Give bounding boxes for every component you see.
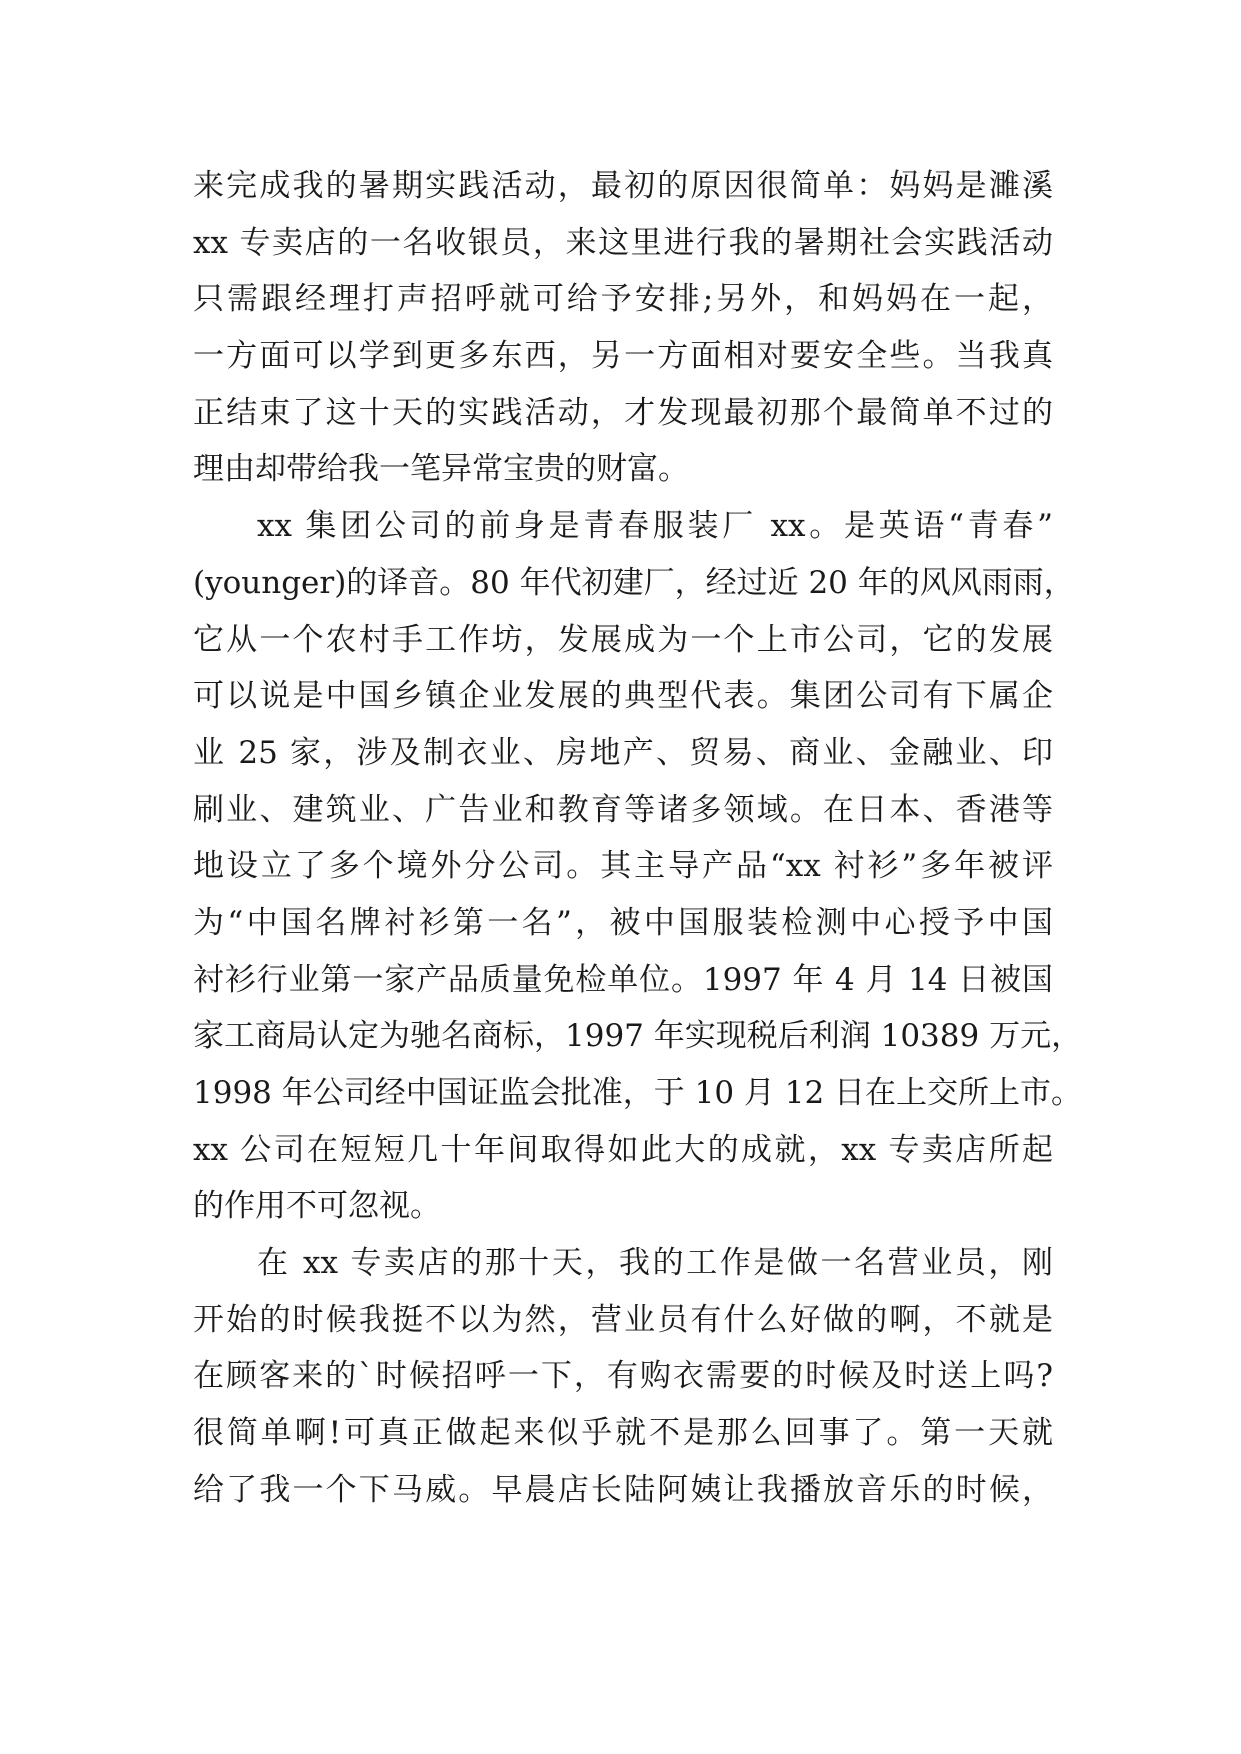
paragraph-2-line-8: 为“中国名牌衬衫第一名”，被中国服装检测中心授予中国 bbox=[193, 904, 1053, 941]
paragraph-3-line-4: 很简单啊!可真正做起来似乎就不是那么回事了。第一天就 bbox=[193, 1415, 1053, 1452]
paragraph-1-line-3: 只需跟经理打声招呼就可给予安排;另外，和妈妈在一起， bbox=[193, 281, 1053, 318]
paragraph-2-line-10: 家工商局认定为驰名商标，1997 年实现税后利润 10389 万元， bbox=[193, 1018, 1083, 1055]
paragraph-3-line-1: 在 xx 专卖店的那十天，我的工作是做一名营业员，刚 bbox=[257, 1245, 1053, 1282]
paragraph-3-line-5: 给了我一个下马威。早晨店长陆阿姨让我播放音乐的时候， bbox=[193, 1471, 1053, 1508]
paragraph-2-line-2: (younger)的译音。80 年代初建厂，经过近 20 年的风风雨雨， bbox=[193, 564, 1075, 601]
paragraph-2-line-4: 可以说是中国乡镇企业发展的典型代表。集团公司有下属企 bbox=[193, 678, 1053, 715]
paragraph-2-line-6: 刷业、建筑业、广告业和教育等诸多领域。在日本、香港等 bbox=[193, 791, 1053, 828]
paragraph-1-line-2: xx 专卖店的一名收银员，来这里进行我的暑期社会实践活动 bbox=[193, 224, 1053, 261]
paragraph-2-line-9: 衬衫行业第一家产品质量免检单位。1997 年 4 月 14 日被国 bbox=[193, 961, 1053, 998]
paragraph-2-line-7: 地设立了多个境外分公司。其主导产品“xx 衬衫”多年被评 bbox=[193, 848, 1053, 885]
paragraph-2-line-3: 它从一个农村手工作坊，发展成为一个上市公司，它的发展 bbox=[193, 621, 1053, 658]
paragraph-1-line-4: 一方面可以学到更多东西，另一方面相对要安全些。当我真 bbox=[193, 338, 1053, 375]
paragraph-1-line-1: 来完成我的暑期实践活动，最初的原因很简单：妈妈是濉溪 bbox=[193, 168, 1053, 204]
paragraph-3-line-2: 开始的时候我挺不以为然，营业员有什么好做的啊，不就是 bbox=[193, 1301, 1053, 1338]
paragraph-3-line-3: 在顾客来的`时候招呼一下，有购衣需要的时候及时送上吗? bbox=[193, 1358, 1053, 1395]
paragraph-1-line-6: 理由却带给我一笔异常宝贵的财富。 bbox=[193, 451, 689, 488]
body-text bbox=[193, 158, 1083, 1519]
paragraph-1-line-5: 正结束了这十天的实践活动，才发现最初那个最简单不过的 bbox=[193, 394, 1053, 431]
paragraph-2-line-12: xx 公司在短短几十年间取得如此大的成就，xx 专卖店所起 bbox=[193, 1131, 1053, 1168]
paragraph-2-line-13: 的作用不可忽视。 bbox=[193, 1188, 441, 1225]
paragraph-2-line-1: xx 集团公司的前身是青春服装厂 xx。是英语“青春” bbox=[257, 508, 1053, 545]
paragraph-2-line-5: 业 25 家，涉及制衣业、房地产、贸易、商业、金融业、印 bbox=[193, 734, 1053, 771]
paragraph-2-line-11: 1998 年公司经中国证监会批准，于 10 月 12 日在上交所上市。 bbox=[193, 1075, 1083, 1111]
